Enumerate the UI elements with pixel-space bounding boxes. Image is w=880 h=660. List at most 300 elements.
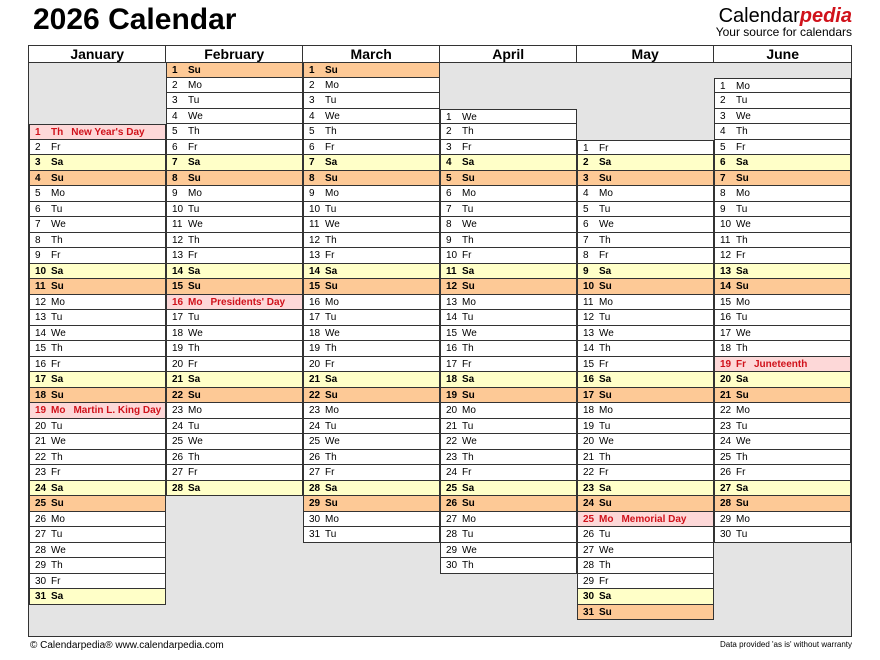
day-number: 19	[172, 343, 184, 354]
weekday-label: Sa	[599, 591, 612, 602]
day-number: 27	[446, 513, 458, 525]
day-number: 21	[583, 451, 595, 463]
day-cell	[303, 450, 440, 466]
day-cell	[166, 279, 303, 295]
month-column-march	[303, 46, 440, 636]
day-number: 26	[309, 451, 321, 463]
day-cell	[440, 186, 577, 202]
day-cell	[29, 403, 166, 419]
day-number: 20	[583, 436, 595, 447]
weekday-label: Sa	[51, 265, 64, 277]
day-cell	[440, 388, 577, 404]
weekday-label: Sa	[599, 157, 612, 168]
weekday-label: Mo	[599, 405, 613, 416]
day-number: 19	[583, 420, 595, 432]
month-column-january	[29, 46, 166, 636]
weekday-label: Tu	[325, 529, 337, 540]
day-cell	[440, 403, 577, 419]
day-cell	[714, 450, 851, 466]
weekday-label: Fr	[325, 467, 335, 478]
weekday-label: Fr	[736, 250, 746, 261]
weekday-label: Th	[188, 234, 200, 246]
weekday-label: Mo	[188, 405, 202, 416]
day-cell	[166, 372, 303, 388]
day-number: 16	[309, 296, 321, 308]
weekday-label: Fr	[599, 142, 609, 154]
day-number: 18	[720, 343, 732, 354]
day-cell	[440, 109, 577, 125]
day-number: 28	[172, 482, 184, 494]
holiday-label: Presidents' Day	[210, 296, 286, 308]
day-cell	[166, 419, 303, 435]
weekday-label: Fr	[736, 467, 746, 478]
weekday-label: Fr	[599, 358, 609, 370]
day-cell	[577, 357, 714, 373]
day-cell	[714, 140, 851, 156]
weekday-label: Tu	[188, 312, 200, 323]
day-number: 28	[583, 560, 595, 571]
day-cell	[303, 217, 440, 233]
day-number: 5	[583, 203, 589, 215]
day-number: 6	[172, 141, 178, 153]
day-cell	[29, 527, 166, 543]
day-number: 12	[446, 281, 458, 292]
day-number: 18	[309, 327, 321, 339]
day-number: 10	[172, 203, 184, 215]
day-number: 26	[720, 467, 732, 478]
weekday-label: We	[325, 219, 340, 230]
weekday-label: Th	[736, 234, 748, 246]
day-number: 23	[583, 482, 595, 494]
weekday-label: Tu	[462, 203, 474, 215]
day-number: 28	[720, 498, 732, 509]
day-cell	[166, 403, 303, 419]
weekday-label: We	[188, 327, 203, 339]
weekday-label: Th	[51, 127, 64, 138]
day-cell	[166, 341, 303, 357]
day-number: 22	[720, 405, 732, 416]
day-cell	[166, 310, 303, 326]
day-number: 22	[172, 389, 184, 401]
day-number: 7	[172, 157, 178, 168]
day-number: 7	[720, 172, 726, 184]
weekday-label: Th	[462, 126, 474, 137]
weekday-label: We	[188, 110, 203, 122]
weekday-label: Su	[325, 281, 338, 292]
day-number: 7	[35, 219, 41, 230]
weekday-label: Fr	[599, 467, 609, 478]
day-cell	[29, 372, 166, 388]
weekday-label: Su	[51, 172, 64, 184]
weekday-label: Fr	[51, 358, 61, 370]
day-number: 14	[720, 281, 732, 292]
day-cell	[577, 326, 714, 342]
day-number: 15	[446, 327, 458, 339]
weekday-label: We	[188, 436, 203, 447]
weekday-label: Su	[51, 389, 64, 401]
day-cell	[577, 419, 714, 435]
weekday-label: Su	[188, 281, 201, 292]
weekday-label: Th	[599, 451, 611, 463]
day-number: 25	[720, 451, 732, 463]
day-number: 18	[446, 374, 458, 385]
weekday-label: Su	[188, 172, 201, 184]
day-cell	[166, 186, 303, 202]
day-cell	[303, 202, 440, 218]
day-number: 19	[35, 405, 47, 416]
day-cell	[714, 109, 851, 125]
weekday-label: Su	[51, 498, 64, 509]
day-cell	[577, 434, 714, 450]
weekday-label: Su	[599, 498, 612, 509]
weekday-label: Th	[462, 451, 474, 463]
day-number: 15	[720, 296, 732, 308]
weekday-label: Fr	[188, 250, 198, 261]
weekday-label: Th	[736, 343, 748, 354]
day-number: 18	[583, 405, 595, 416]
day-cell	[166, 140, 303, 156]
day-number: 14	[172, 265, 184, 277]
weekday-label: Sa	[51, 482, 64, 494]
weekday-label: Tu	[51, 312, 63, 323]
day-cell	[714, 527, 851, 543]
day-cell	[303, 78, 440, 94]
day-cell	[714, 465, 851, 481]
day-cell	[303, 140, 440, 156]
day-cell	[714, 217, 851, 233]
day-number: 11	[720, 234, 731, 246]
weekday-label: Tu	[599, 203, 611, 215]
weekday-label: Tu	[736, 529, 748, 540]
day-number: 21	[172, 374, 184, 385]
day-cell	[166, 62, 303, 78]
day-cell	[166, 93, 303, 109]
weekday-label: We	[599, 436, 614, 447]
day-cell	[440, 341, 577, 357]
holiday-label: Juneteenth	[754, 358, 808, 370]
day-number: 3	[446, 141, 452, 153]
day-number: 6	[309, 141, 315, 153]
day-number: 31	[35, 591, 47, 602]
day-number: 22	[309, 389, 321, 401]
day-cell	[166, 171, 303, 187]
month-header: May	[577, 46, 714, 63]
weekday-label: Tu	[325, 203, 337, 215]
day-number: 24	[35, 482, 47, 494]
weekday-label: Su	[736, 498, 749, 509]
day-cell	[29, 434, 166, 450]
day-number: 15	[583, 358, 595, 370]
day-cell	[714, 264, 851, 280]
day-cell	[303, 186, 440, 202]
day-cell	[29, 295, 166, 311]
day-cell	[440, 558, 577, 574]
weekday-label: Mo	[188, 79, 202, 91]
weekday-label: Sa	[736, 482, 749, 494]
day-cell	[29, 248, 166, 264]
day-cell	[440, 233, 577, 249]
weekday-label: Fr	[51, 250, 61, 261]
day-number: 5	[172, 126, 178, 137]
day-cell	[440, 481, 577, 497]
day-cell	[166, 434, 303, 450]
day-cell	[303, 93, 440, 109]
day-number: 13	[309, 250, 321, 261]
day-number: 31	[583, 606, 595, 618]
day-number: 17	[446, 358, 458, 370]
day-number: 5	[446, 172, 452, 184]
weekday-label: Th	[599, 343, 611, 354]
day-cell	[577, 310, 714, 326]
day-number: 20	[720, 374, 732, 385]
weekday-label: Sa	[188, 374, 201, 385]
day-number: 16	[720, 312, 732, 323]
day-cell	[303, 341, 440, 357]
weekday-label: We	[736, 219, 751, 230]
weekday-label: Th	[188, 451, 200, 463]
weekday-label: Sa	[599, 482, 612, 494]
day-number: 5	[35, 188, 41, 199]
weekday-label: Tu	[462, 529, 474, 540]
weekday-label: Su	[188, 65, 201, 76]
day-cell	[714, 233, 851, 249]
day-number: 11	[35, 281, 46, 292]
day-number: 10	[446, 250, 458, 261]
weekday-label: Mo	[51, 188, 65, 199]
weekday-label: Mo	[462, 188, 476, 199]
day-cell	[303, 372, 440, 388]
day-cell	[29, 465, 166, 481]
day-number: 2	[720, 95, 726, 106]
day-cell	[577, 450, 714, 466]
day-cell	[303, 233, 440, 249]
weekday-label: We	[51, 544, 66, 556]
day-number: 16	[583, 374, 595, 385]
weekday-label: Sa	[188, 482, 201, 494]
day-cell	[577, 589, 714, 605]
day-cell	[29, 558, 166, 574]
day-cell	[303, 403, 440, 419]
day-cell	[714, 155, 851, 171]
day-number: 28	[446, 529, 458, 540]
weekday-label: Tu	[462, 420, 474, 432]
weekday-label: Sa	[325, 374, 338, 385]
day-number: 21	[446, 420, 458, 432]
weekday-label: We	[325, 436, 340, 447]
day-cell	[303, 434, 440, 450]
weekday-label: Sa	[736, 265, 749, 277]
weekday-label: Mo	[325, 188, 339, 199]
weekday-label: Sa	[188, 265, 201, 277]
weekday-label: Fr	[51, 141, 61, 153]
weekday-label: We	[325, 110, 340, 122]
day-cell	[29, 171, 166, 187]
day-number: 15	[309, 281, 321, 292]
day-cell	[440, 140, 577, 156]
weekday-label: Th	[51, 234, 63, 246]
day-cell	[440, 527, 577, 543]
weekday-label: Su	[736, 281, 749, 292]
weekday-label: Mo	[599, 296, 613, 308]
day-number: 11	[309, 219, 320, 230]
weekday-label: Mo	[51, 296, 65, 308]
day-cell	[303, 171, 440, 187]
day-number: 9	[172, 188, 178, 199]
day-cell	[577, 558, 714, 574]
day-number: 9	[446, 234, 452, 246]
weekday-label: We	[599, 544, 614, 556]
day-cell	[440, 310, 577, 326]
day-number: 26	[583, 529, 595, 540]
weekday-label: Tu	[736, 420, 748, 432]
day-cell	[29, 419, 166, 435]
day-cell	[577, 527, 714, 543]
month-column-june	[714, 46, 851, 636]
day-cell	[577, 543, 714, 559]
day-number: 12	[583, 312, 595, 323]
day-number: 27	[720, 482, 732, 494]
day-cell	[714, 202, 851, 218]
day-number: 17	[720, 327, 732, 339]
day-cell	[166, 124, 303, 140]
brand-name-a: Calendar	[718, 5, 800, 27]
day-cell	[303, 124, 440, 140]
weekday-label: Tu	[325, 312, 337, 323]
day-cell	[440, 326, 577, 342]
weekday-label: Sa	[325, 482, 338, 494]
day-number: 25	[309, 436, 321, 447]
day-number: 8	[720, 188, 726, 199]
day-cell	[303, 481, 440, 497]
month-header: March	[303, 46, 440, 63]
day-cell	[440, 419, 577, 435]
day-number: 3	[309, 95, 315, 106]
day-number: 3	[583, 172, 589, 184]
weekday-label: We	[188, 219, 203, 230]
day-cell	[714, 78, 851, 94]
weekday-label: Mo	[736, 405, 750, 416]
month-column-february	[166, 46, 303, 636]
day-number: 25	[446, 482, 458, 494]
day-cell	[440, 450, 577, 466]
weekday-label: We	[599, 219, 614, 230]
day-number: 2	[583, 157, 589, 168]
weekday-label: Su	[462, 389, 475, 401]
weekday-label: Th	[188, 343, 200, 354]
day-cell	[29, 341, 166, 357]
day-cell	[29, 186, 166, 202]
day-number: 16	[172, 296, 184, 308]
weekday-label: Tu	[736, 312, 748, 323]
weekday-label: Su	[325, 172, 338, 184]
day-cell	[440, 543, 577, 559]
brand-name-b: pedia	[799, 5, 852, 27]
day-number: 26	[446, 498, 458, 509]
weekday-label: Tu	[325, 95, 337, 106]
day-number: 30	[583, 591, 595, 602]
weekday-label: Sa	[51, 374, 64, 385]
day-cell	[440, 357, 577, 373]
day-number: 26	[172, 451, 184, 463]
day-number: 20	[309, 358, 321, 370]
day-number: 23	[446, 451, 458, 463]
day-number: 19	[720, 358, 732, 370]
day-cell	[577, 512, 714, 528]
day-number: 4	[309, 110, 315, 122]
day-cell	[303, 62, 440, 78]
day-number: 1	[720, 80, 726, 92]
day-number: 14	[446, 312, 458, 323]
day-number: 9	[720, 203, 726, 215]
day-cell	[714, 295, 851, 311]
day-cell	[166, 233, 303, 249]
day-number: 23	[309, 405, 321, 416]
day-number: 24	[720, 436, 732, 447]
day-cell	[714, 310, 851, 326]
day-number: 26	[35, 513, 47, 525]
weekday-label: Mo	[462, 513, 476, 525]
day-cell	[440, 217, 577, 233]
day-cell	[303, 465, 440, 481]
weekday-label: Tu	[51, 529, 63, 540]
day-number: 6	[583, 219, 589, 230]
day-number: 29	[720, 513, 732, 525]
day-cell	[166, 388, 303, 404]
weekday-label: Su	[462, 281, 475, 292]
holiday-label: Memorial Day	[621, 513, 687, 525]
day-cell	[166, 450, 303, 466]
day-cell	[166, 78, 303, 94]
day-cell	[577, 279, 714, 295]
day-number: 5	[720, 141, 726, 153]
day-number: 22	[35, 451, 47, 463]
weekday-label: Fr	[325, 141, 335, 153]
weekday-label: Fr	[462, 358, 472, 370]
day-cell	[714, 403, 851, 419]
weekday-label: Sa	[325, 157, 338, 168]
day-number: 25	[35, 498, 47, 509]
day-number: 9	[583, 265, 589, 277]
day-number: 20	[446, 405, 458, 416]
day-cell	[303, 512, 440, 528]
day-cell	[440, 124, 577, 140]
day-cell	[166, 217, 303, 233]
day-number: 8	[446, 219, 452, 230]
month-header: January	[29, 46, 166, 63]
weekday-label: Th	[462, 234, 474, 246]
day-number: 30	[35, 575, 47, 587]
day-cell	[440, 465, 577, 481]
day-cell	[714, 248, 851, 264]
weekday-label: We	[462, 544, 477, 556]
day-number: 31	[309, 529, 321, 540]
day-number: 1	[309, 65, 315, 76]
weekday-label: We	[462, 436, 477, 447]
day-cell	[714, 512, 851, 528]
day-cell	[29, 264, 166, 280]
day-number: 20	[172, 358, 184, 370]
day-number: 2	[446, 126, 452, 137]
weekday-label: Mo	[599, 513, 614, 525]
weekday-label: We	[736, 436, 751, 447]
weekday-label: Fr	[51, 467, 61, 478]
day-number: 18	[35, 389, 47, 401]
day-cell	[29, 140, 166, 156]
day-cell	[166, 465, 303, 481]
weekday-label: Fr	[599, 575, 609, 587]
day-cell	[714, 279, 851, 295]
weekday-label: Mo	[51, 513, 65, 525]
